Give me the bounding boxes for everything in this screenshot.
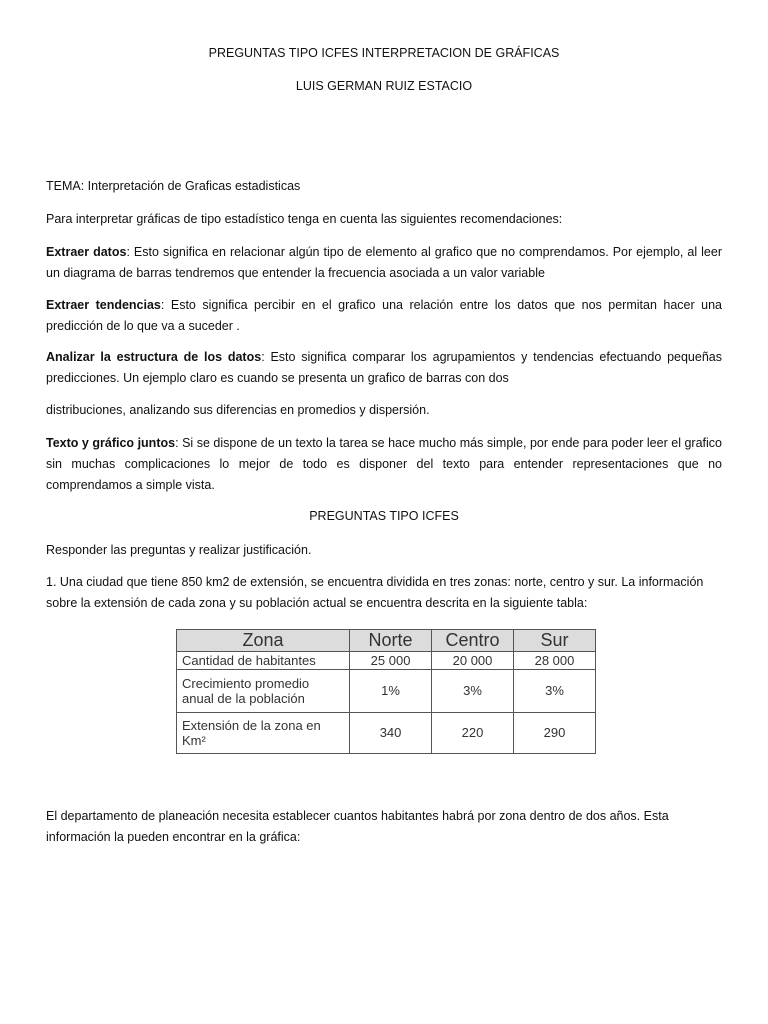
recommendation-text: : Esto significa en relacionar algún tipo de elemento al grafico que no comprendamos. Por ejemplo, al leer un diagrama de barras tendremos que entender la frecuencia asociada a un valor variable bbox=[46, 245, 722, 280]
zone-table-header: Sur bbox=[514, 630, 596, 652]
recommendation-analizar-estructura bbox=[46, 347, 722, 389]
document-author: LUIS GERMAN RUIZ ESTACIO bbox=[295, 79, 473, 93]
table-cell: 3% bbox=[432, 669, 514, 712]
recommendation-text: distribuciones, analizando sus diferencias en promedios y dispersión. bbox=[46, 403, 430, 417]
recommendation-term: Extraer tendencias bbox=[46, 298, 161, 312]
recommendation-continuation bbox=[46, 400, 722, 421]
table-cell: Extensión de la zona en Km² bbox=[177, 712, 350, 753]
zone-table-header: Norte bbox=[350, 630, 432, 652]
tema-line: TEMA: Interpretación de Graficas estadisticas bbox=[46, 179, 301, 193]
zone-table-header: Centro bbox=[432, 630, 514, 652]
table-row bbox=[177, 712, 596, 753]
recommendation-term: Texto y gráfico juntos bbox=[46, 436, 176, 450]
table-cell: 340 bbox=[350, 712, 432, 753]
table-cell: 28 000 bbox=[514, 652, 596, 670]
zone-table-header: Zona bbox=[177, 630, 350, 652]
recommendation-text: : Si se dispone de un texto la tarea se hace mucho más simple, por ende para poder leer el grafico sin muchas complicaciones lo mejor de todo es disponer del texto para entender representaciones que no comprendamos a simple vista. bbox=[46, 436, 723, 492]
recommendation-text: : Esto significa percibir en el grafico una relación entre los datos que nos permitan hacer una predicción de lo que va a suceder . bbox=[46, 298, 723, 333]
recommendation-term: Analizar la estructura de los datos bbox=[46, 350, 262, 364]
instruction-paragraph: Responder las preguntas y realizar justificación. bbox=[46, 543, 312, 557]
section-title: PREGUNTAS TIPO ICFES bbox=[309, 509, 459, 523]
table-cell: 220 bbox=[432, 712, 514, 753]
document-title: PREGUNTAS TIPO ICFES INTERPRETACION DE GRÁFICAS bbox=[208, 46, 560, 60]
after-table-paragraph: El departamento de planeación necesita establecer cuantos habitantes habrá por zona dentro de dos años. Esta información la pueden encontrar en la gráfica: bbox=[46, 809, 669, 844]
table-cell: 1% bbox=[350, 669, 432, 712]
table-row bbox=[177, 652, 596, 670]
table-cell: 25 000 bbox=[350, 652, 432, 670]
recommendation-extraer-datos bbox=[46, 242, 722, 284]
intro-paragraph: Para interpretar gráficas de tipo estadístico tenga en cuenta las siguientes recomendaciones: bbox=[46, 212, 563, 226]
recommendation-extraer-tendencias bbox=[46, 295, 722, 337]
question-1: 1. Una ciudad que tiene 850 km2 de extensión, se encuentra dividida en tres zonas: norte, centro y sur. La información sobre la extensión de cada zona y su población actual se encuentra descrita en la siguiente tabla: bbox=[46, 575, 704, 610]
recommendation-text: : Esto significa comparar los agrupamientos y tendencias efectuando pequeñas predicciones. Un ejemplo claro es cuando se presenta un grafico de barras con dos bbox=[46, 350, 722, 385]
table-cell: Crecimiento promedio anual de la población bbox=[177, 669, 350, 712]
table-cell: 20 000 bbox=[432, 652, 514, 670]
zone-table-header-row bbox=[177, 630, 596, 652]
table-cell: 290 bbox=[514, 712, 596, 753]
zone-table bbox=[176, 629, 596, 754]
recommendation-term: Extraer datos bbox=[46, 245, 127, 259]
recommendation-texto-grafico bbox=[46, 433, 722, 496]
table-cell: 3% bbox=[514, 669, 596, 712]
table-row bbox=[177, 669, 596, 712]
table-cell: Cantidad de habitantes bbox=[177, 652, 350, 670]
